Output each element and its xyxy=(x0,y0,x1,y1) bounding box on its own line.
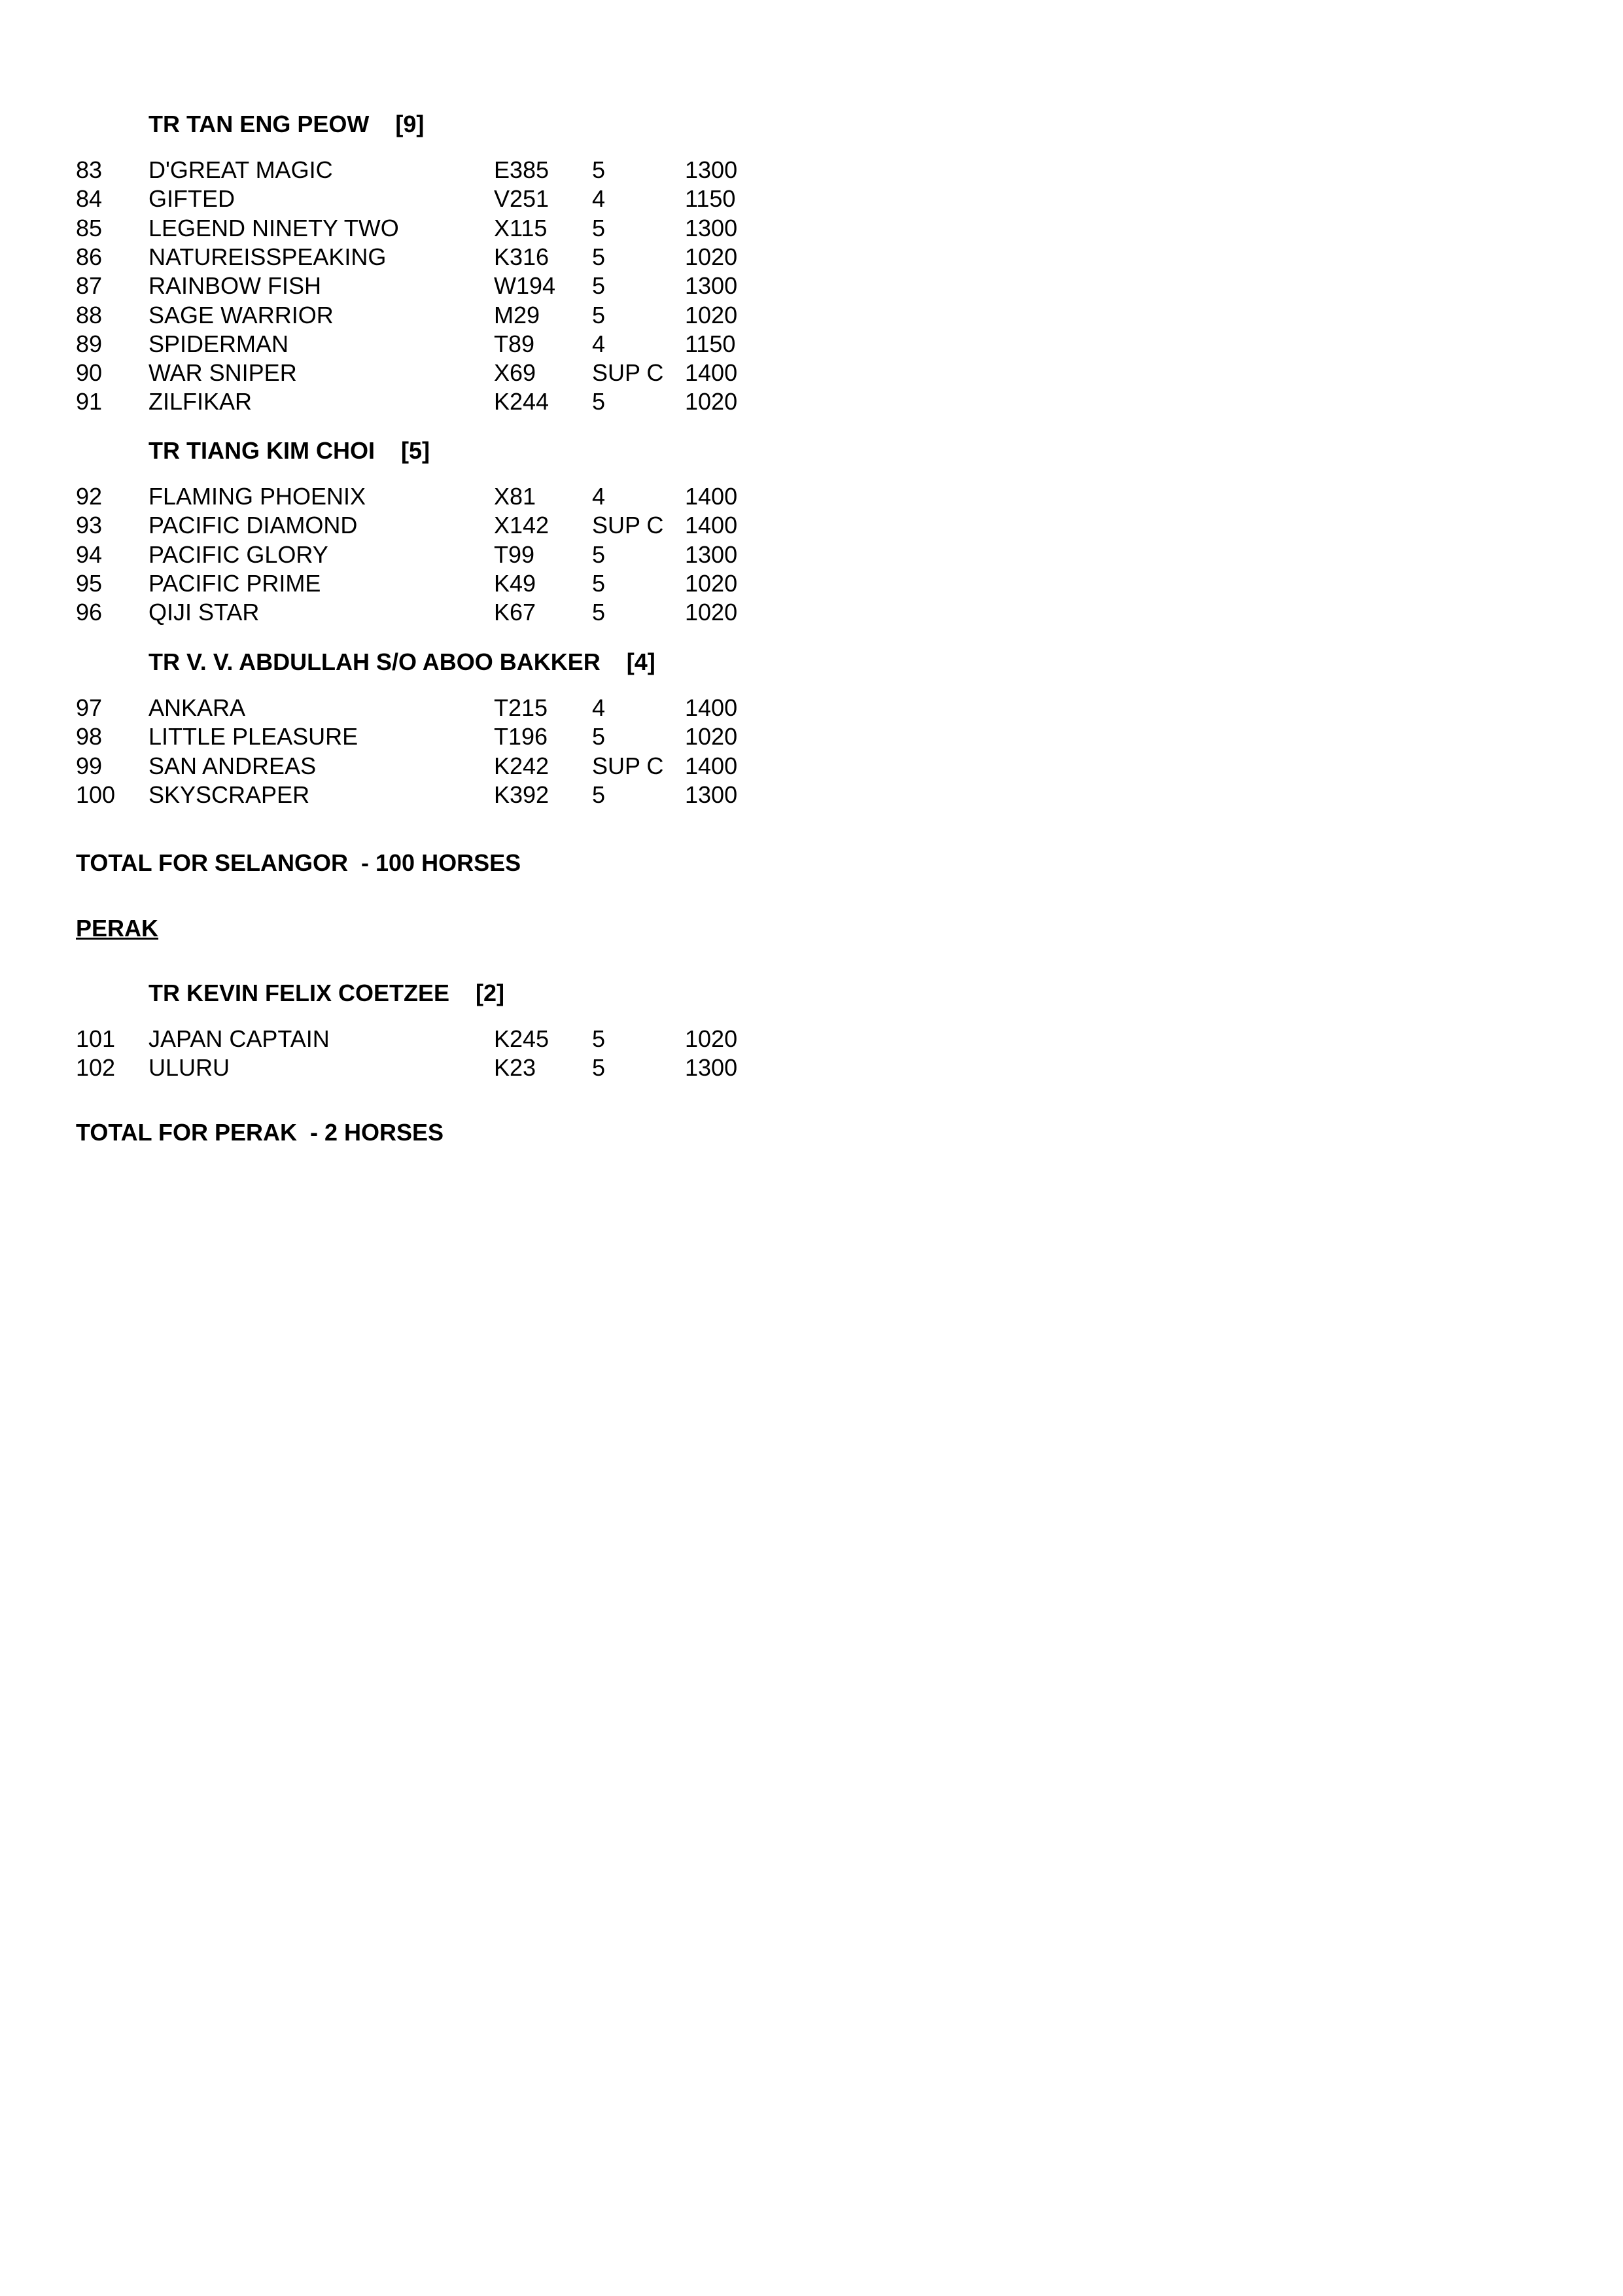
horse-row xyxy=(0,243,1623,272)
horse-grade: 5 xyxy=(592,723,606,751)
horse-code: T196 xyxy=(494,723,548,751)
horse-name: D'GREAT MAGIC xyxy=(148,156,333,183)
horse-grade: SUP C xyxy=(592,752,664,779)
horse-grade: 5 xyxy=(592,1025,606,1052)
horse-grade: 5 xyxy=(592,388,606,415)
horse-number: 93 xyxy=(76,512,103,539)
horse-grade: 5 xyxy=(592,1054,606,1082)
horse-grade: 5 xyxy=(592,599,606,626)
horse-code: K49 xyxy=(494,569,536,597)
horse-name: SAGE WARRIOR xyxy=(148,301,334,328)
horse-distance: 1020 xyxy=(685,569,738,597)
horse-distance: 1150 xyxy=(685,185,736,213)
horse-distance: 1300 xyxy=(685,1054,738,1082)
horse-row xyxy=(0,387,1623,416)
horse-number: 96 xyxy=(76,599,103,626)
horse-grade: 5 xyxy=(592,272,606,300)
trainer-heading: TR TAN ENG PEOW [9] xyxy=(148,111,425,137)
horse-number: 99 xyxy=(76,752,103,779)
horse-distance: 1400 xyxy=(685,752,738,779)
horse-distance: 1400 xyxy=(685,694,738,721)
horse-code: W194 xyxy=(494,272,556,300)
horse-distance: 1400 xyxy=(685,359,738,387)
horse-name: NATUREISSPEAKING xyxy=(148,243,387,270)
horse-name: ANKARA xyxy=(148,694,246,721)
horse-number: 91 xyxy=(76,388,103,415)
horse-row xyxy=(0,330,1623,359)
horse-row xyxy=(0,781,1623,809)
trainer-heading: TR V. V. ABDULLAH S/O ABOO BAKKER [4] xyxy=(148,648,655,675)
horse-number: 97 xyxy=(76,694,103,721)
horse-code: X142 xyxy=(494,512,550,539)
horse-row xyxy=(0,752,1623,781)
horse-grade: 5 xyxy=(592,301,606,328)
horse-row xyxy=(0,185,1623,213)
horse-number: 85 xyxy=(76,214,103,241)
horse-row xyxy=(0,722,1623,751)
horse-distance: 1300 xyxy=(685,156,738,183)
horse-number: 86 xyxy=(76,243,103,270)
horse-name: PACIFIC GLORY xyxy=(148,540,328,568)
horse-code: K316 xyxy=(494,243,550,270)
horse-code: K67 xyxy=(494,599,536,626)
horse-distance: 1400 xyxy=(685,512,738,539)
horse-name: WAR SNIPER xyxy=(148,359,297,387)
horse-name: GIFTED xyxy=(148,185,235,213)
horse-code: T99 xyxy=(494,540,535,568)
horse-grade: 5 xyxy=(592,156,606,183)
horse-distance: 1400 xyxy=(685,483,738,510)
horse-number: 95 xyxy=(76,569,103,597)
horse-row xyxy=(0,569,1623,598)
horse-number: 84 xyxy=(76,185,103,213)
horse-code: T89 xyxy=(494,330,535,357)
horse-name: LITTLE PLEASURE xyxy=(148,723,358,751)
horse-name: FLAMING PHOENIX xyxy=(148,483,366,510)
horse-row xyxy=(0,156,1623,185)
horse-distance: 1020 xyxy=(685,301,738,328)
horse-code: E385 xyxy=(494,156,550,183)
horse-name: PACIFIC DIAMOND xyxy=(148,512,358,539)
horse-name: ZILFIKAR xyxy=(148,388,253,415)
horse-distance: 1020 xyxy=(685,243,738,270)
horse-row xyxy=(0,1025,1623,1053)
horse-grade: 5 xyxy=(592,781,606,808)
horse-grade: SUP C xyxy=(592,512,664,539)
horse-row xyxy=(0,694,1623,722)
horse-distance: 1300 xyxy=(685,540,738,568)
horse-code: T215 xyxy=(494,694,548,721)
horse-number: 100 xyxy=(76,781,116,808)
horse-name: PACIFIC PRIME xyxy=(148,569,321,597)
horse-row xyxy=(0,359,1623,387)
horse-distance: 1300 xyxy=(685,781,738,808)
horse-grade: 4 xyxy=(592,185,606,213)
horse-number: 89 xyxy=(76,330,103,357)
horse-name: SAN ANDREAS xyxy=(148,752,317,779)
horse-number: 94 xyxy=(76,540,103,568)
horse-number: 102 xyxy=(76,1054,116,1082)
horse-grade: SUP C xyxy=(592,359,664,387)
trainer-heading: TR KEVIN FELIX COETZEE [2] xyxy=(148,980,505,1006)
horse-code: K244 xyxy=(494,388,550,415)
horse-grade: 5 xyxy=(592,243,606,270)
horse-grade: 5 xyxy=(592,540,606,568)
horse-number: 98 xyxy=(76,723,103,751)
perak-total: TOTAL FOR PERAK - 2 HORSES xyxy=(76,1119,444,1146)
horse-grade: 4 xyxy=(592,483,606,510)
horse-grade: 5 xyxy=(592,214,606,241)
horse-name: JAPAN CAPTAIN xyxy=(148,1025,330,1052)
horse-number: 101 xyxy=(76,1025,116,1052)
horse-code: K392 xyxy=(494,781,550,808)
horse-row xyxy=(0,1053,1623,1082)
horse-distance: 1020 xyxy=(685,1025,738,1052)
horse-grade: 4 xyxy=(592,330,606,357)
horse-code: K242 xyxy=(494,752,550,779)
horse-row xyxy=(0,540,1623,569)
selangor-total: TOTAL FOR SELANGOR - 100 HORSES xyxy=(76,849,521,876)
horse-code: X115 xyxy=(494,214,548,241)
horse-row xyxy=(0,214,1623,243)
horse-row xyxy=(0,301,1623,330)
horse-name: RAINBOW FISH xyxy=(148,272,322,300)
horse-row xyxy=(0,272,1623,300)
trainer-heading: TR TIANG KIM CHOI [5] xyxy=(148,437,430,464)
horse-code: M29 xyxy=(494,301,540,328)
horse-number: 92 xyxy=(76,483,103,510)
horse-number: 88 xyxy=(76,301,103,328)
horse-grade: 5 xyxy=(592,569,606,597)
horse-row xyxy=(0,482,1623,511)
horse-row xyxy=(0,511,1623,540)
horse-number: 83 xyxy=(76,156,103,183)
horse-name: LEGEND NINETY TWO xyxy=(148,214,399,241)
region-heading-perak: PERAK xyxy=(76,915,159,942)
horse-number: 90 xyxy=(76,359,103,387)
horse-distance: 1150 xyxy=(685,330,736,357)
horse-row xyxy=(0,598,1623,627)
horse-code: X81 xyxy=(494,483,536,510)
horse-code: K23 xyxy=(494,1054,536,1082)
horse-code: K245 xyxy=(494,1025,550,1052)
horse-distance: 1020 xyxy=(685,723,738,751)
horse-name: SPIDERMAN xyxy=(148,330,289,357)
horse-number: 87 xyxy=(76,272,103,300)
horse-distance: 1020 xyxy=(685,599,738,626)
horse-code: V251 xyxy=(494,185,550,213)
horse-grade: 4 xyxy=(592,694,606,721)
horse-name: ULURU xyxy=(148,1054,230,1082)
horse-distance: 1300 xyxy=(685,272,738,300)
horse-code: X69 xyxy=(494,359,536,387)
horse-distance: 1300 xyxy=(685,214,738,241)
horse-name: SKYSCRAPER xyxy=(148,781,310,808)
horse-distance: 1020 xyxy=(685,388,738,415)
horse-name: QIJI STAR xyxy=(148,599,260,626)
